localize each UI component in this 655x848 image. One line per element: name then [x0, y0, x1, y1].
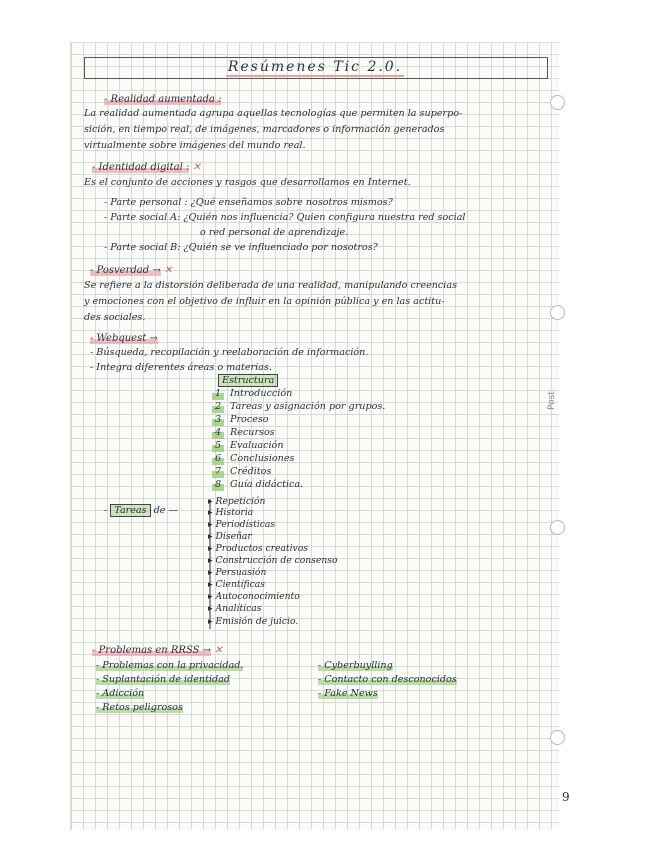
tarea-item: ▸ Diseñar — [208, 531, 252, 542]
identidad-definition: Es el conjunto de acciones y rasgos que desarrollamos en Internet. — [84, 177, 411, 188]
realidad-line-2: sición, en tiempo real, de imágenes, marcadores o información generados — [84, 124, 445, 135]
posverdad-line-1: Se refiere a la distorsión deliberada de una realidad, manipulando creencias — [84, 280, 458, 291]
tarea-item: ▸ Científicas — [208, 579, 265, 590]
webquest-line-1: - Búsqueda, recopilación y reelaboración de información. — [90, 347, 369, 358]
problema-left-1: - Problemas con la privacidad. — [96, 660, 244, 671]
estructura-item-8: 8 Guía didáctica. — [212, 479, 303, 491]
problema-left-4: - Retos peligrosos — [96, 702, 183, 713]
binder-hole — [550, 95, 565, 110]
binder-hole — [550, 730, 565, 745]
section-heading-identidad: - Identidad digital : ✕ — [92, 162, 201, 173]
estructura-item-6: 6 Conclusiones — [212, 453, 294, 465]
posverdad-line-3: des sociales. — [84, 312, 146, 323]
tarea-item: ▸ Periodísticas — [208, 519, 276, 530]
identidad-item-3: - Parte social B: ¿Quién se ve influenciado por nosotros? — [104, 242, 378, 253]
cross-mark-icon: ✕ — [163, 265, 173, 276]
tarea-item: ▸ Construcción de consenso — [208, 555, 338, 566]
estructura-item-1: 1 Introducción — [212, 388, 292, 400]
estructura-item-4: 4 Recursos — [212, 427, 275, 439]
section-heading-problemas: - Problemas en RRSS → ✕ — [92, 645, 223, 656]
section-heading-webquest: - Webquest → — [90, 333, 158, 344]
realidad-line-1: La realidad aumentada agrupa aquellas tecnologías que permiten la superpo- — [84, 108, 463, 119]
tarea-item: ▸ Persuasión — [208, 567, 267, 578]
tarea-item: ▸ Autoconocimiento — [208, 591, 300, 602]
identidad-item-2: - Parte social A: ¿Quién nos influencia? Quien configura nuestra red social — [104, 212, 466, 223]
tarea-item: ▸ Productos creativos — [208, 543, 308, 554]
problema-left-2: - Suplantación de identidad — [96, 674, 231, 685]
cross-mark-icon: ✕ — [192, 162, 201, 173]
tareas-label: - Tareas de — — [104, 505, 179, 516]
page-number: 9 — [562, 790, 570, 804]
binder-hole — [550, 305, 565, 320]
tarea-item: ▸ Analíticas — [208, 603, 262, 614]
estructura-item-2: 2 Tareas y asignación por grupos. — [212, 401, 385, 413]
problema-right-1: - Cyberbuylling — [318, 660, 393, 671]
estructura-label: Estructura — [218, 375, 278, 387]
problema-left-3: - Adicción — [96, 688, 145, 699]
post-watermark: Post — [547, 391, 557, 410]
cross-mark-icon: ✕ — [214, 645, 223, 656]
problema-right-3: - Fake News — [318, 688, 378, 699]
tarea-item: ▸ Repetición — [208, 496, 266, 507]
estructura-item-3: 3 Proceso — [212, 414, 269, 426]
tarea-item: ▸ Historia — [208, 507, 254, 518]
webquest-line-2: - Integra diferentes áreas o materias. — [90, 362, 272, 373]
binder-hole — [550, 520, 565, 535]
estructura-item-5: 5 Evaluación — [212, 440, 284, 452]
page-title: Resúmenes Tic 2.0. — [227, 59, 403, 75]
posverdad-line-2: y emociones con el objetivo de influir en la opinión pública y en las actitu- — [84, 296, 445, 307]
identidad-item-2b: o red personal de aprendizaje. — [200, 227, 349, 238]
identidad-item-1: - Parte personal : ¿Qué enseñamos sobre nosotros mismos? — [104, 197, 393, 208]
estructura-item-7: 7 Créditos — [212, 466, 271, 478]
section-heading-realidad: - Realidad aumentada : — [104, 94, 222, 105]
tarea-item: ▸ Emisión de juicio. — [208, 616, 299, 627]
section-heading-posverdad: - Posverdad → ✕ — [90, 265, 173, 276]
realidad-line-3: virtualmente sobre imágenes del mundo real. — [84, 140, 306, 151]
problema-right-2: - Contacto con desconocidos — [318, 674, 457, 685]
